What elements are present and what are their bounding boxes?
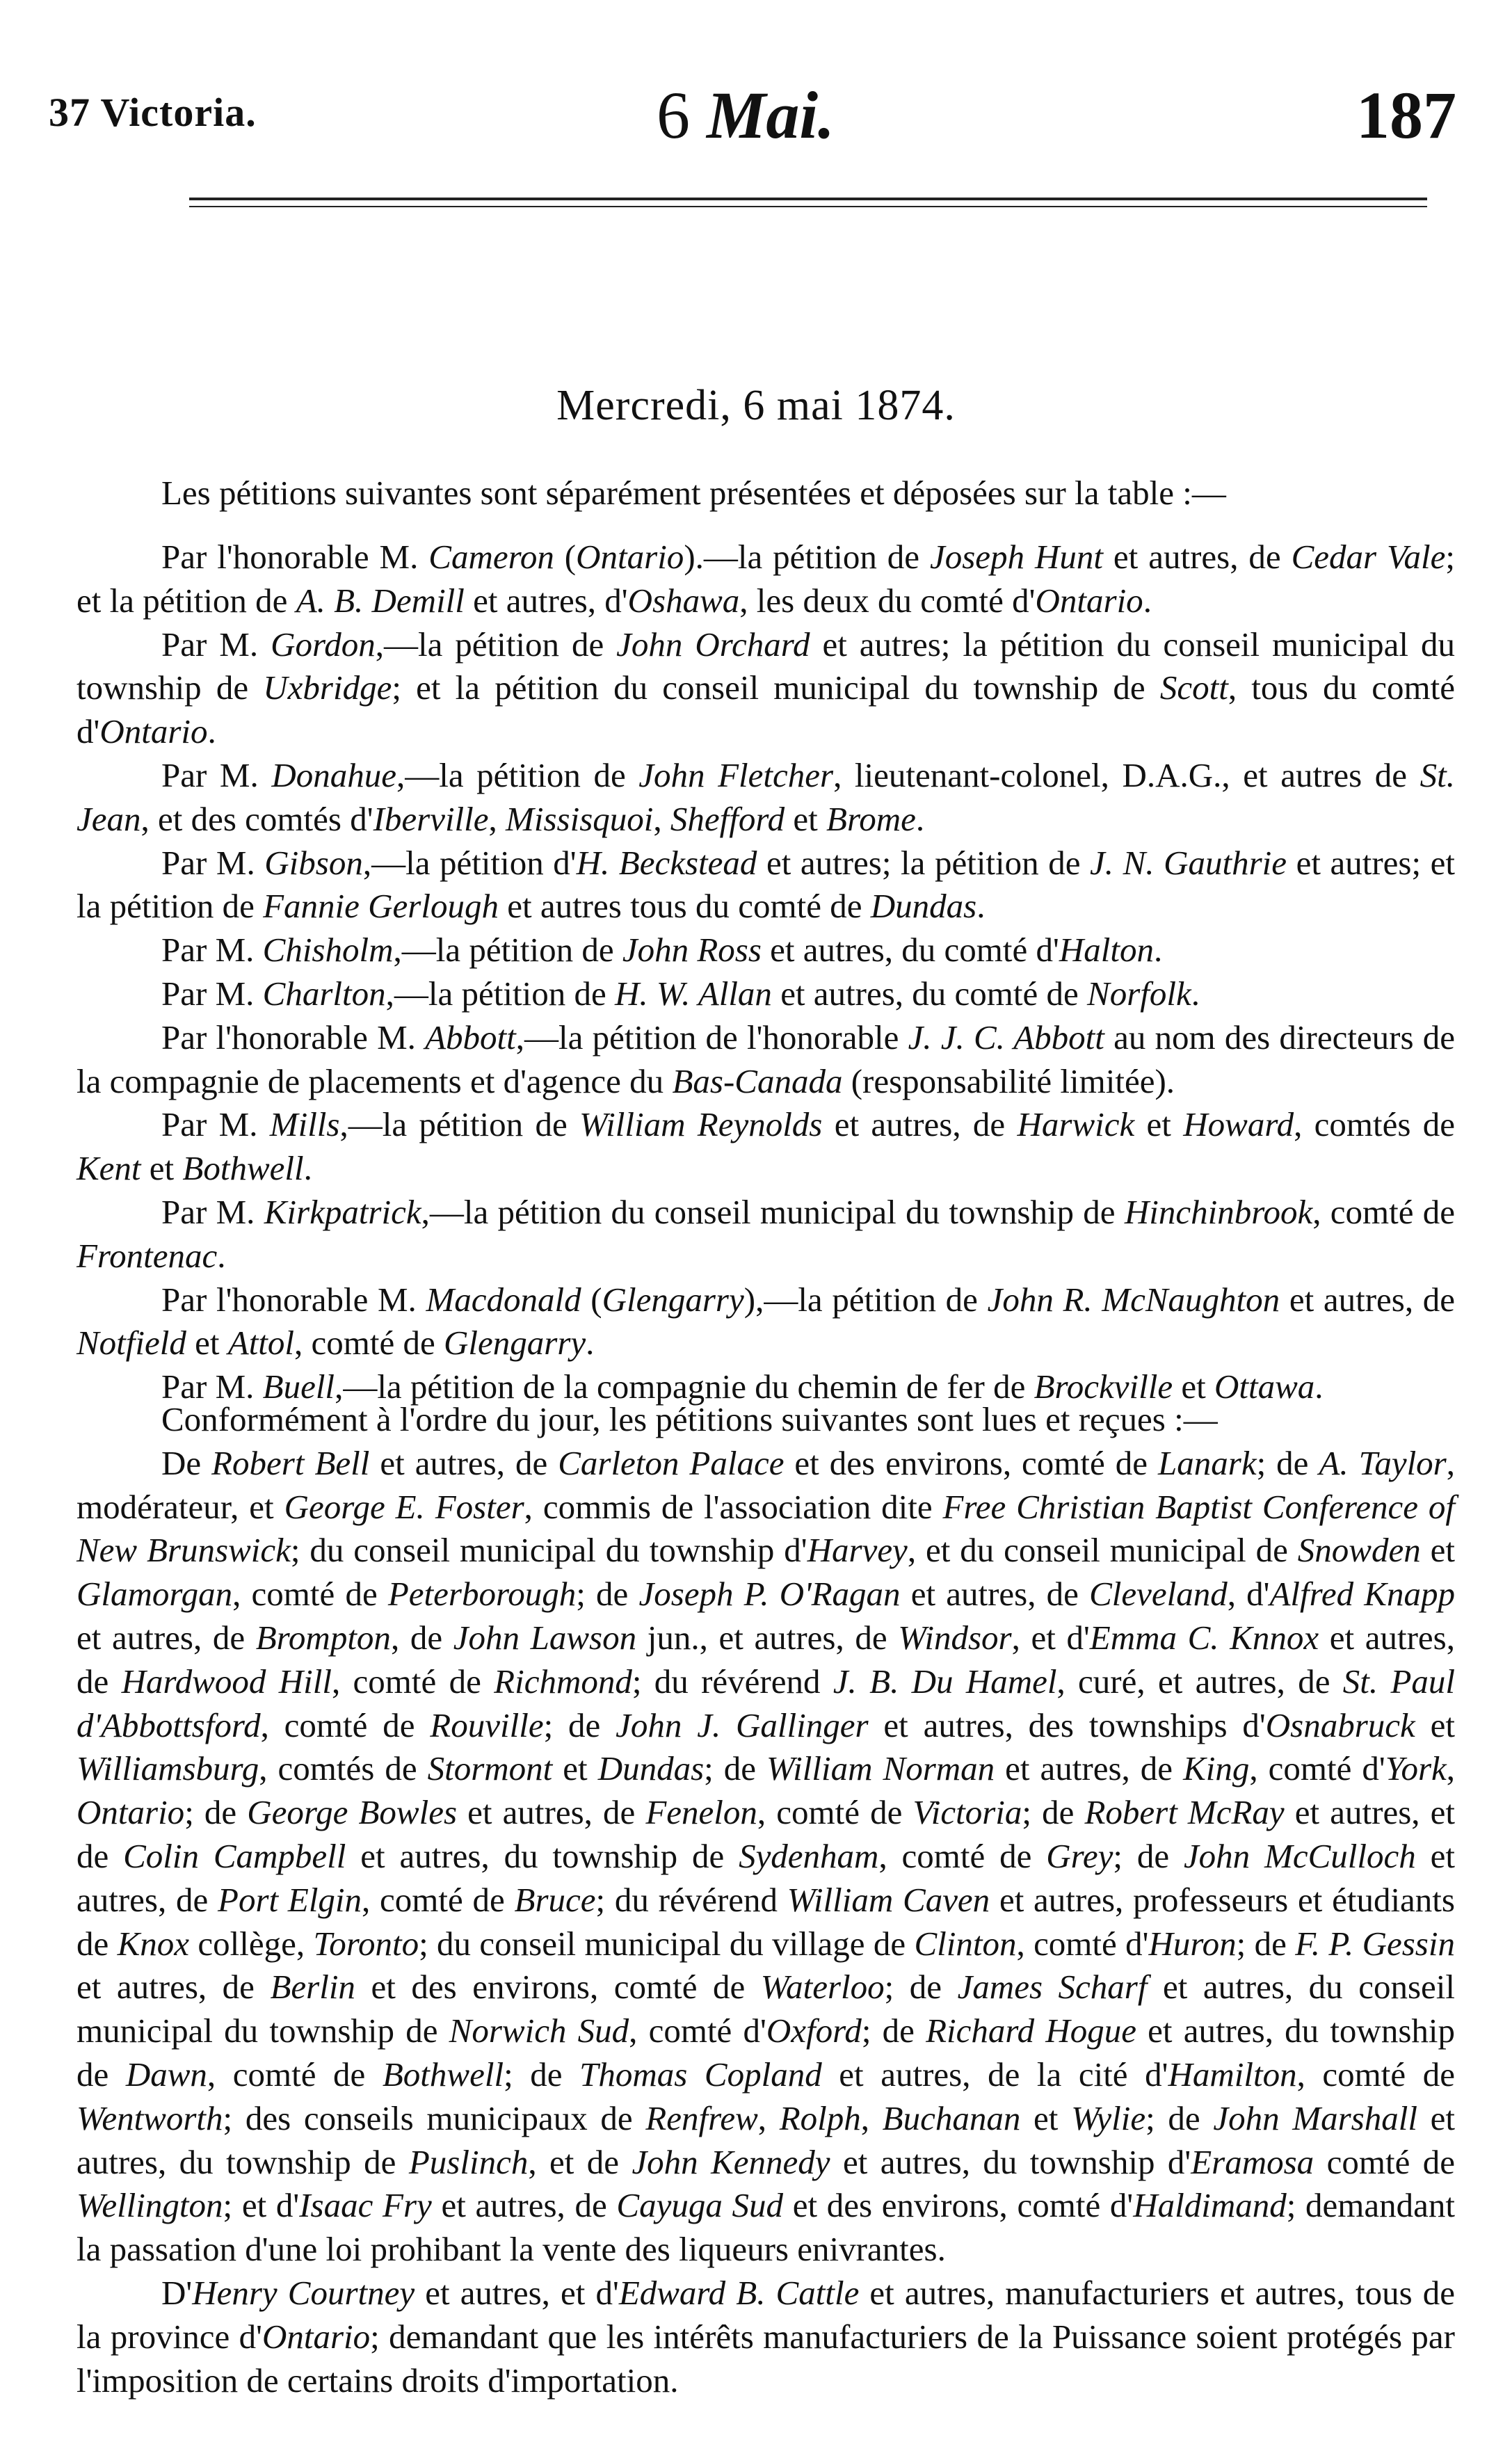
- header-rule-thin: [189, 206, 1427, 207]
- petition-paragraph: Par l'honorable M. Cameron (Ontario).—la pétition de Joseph Hunt et autres, de Cedar Vale; et la pétition de A. B. Demill et autres, d'Oshawa, les deux du comté d'Ontario.: [77, 538, 1455, 620]
- running-header-regnal-year: 37 Victoria.: [49, 90, 257, 135]
- header-rule: [189, 198, 1427, 200]
- petition-paragraph: Par M. Kirkpatrick,—la pétition du conseil municipal du township de Hinchinbrook, comté de Frontenac.: [77, 1192, 1455, 1275]
- petition-paragraph: Par M. Gibson,—la pétition d'H. Beckstead et autres; la pétition de J. N. Gauthrie et autres; et la pétition de Fannie Gerlough et autres tous du comté de Dundas.: [77, 843, 1456, 926]
- petitions-presented-section: [77, 536, 1455, 1409]
- petition-paragraph: Par M. Chisholm,—la pétition de John Ross et autres, du comté d'Halton.: [161, 931, 1163, 970]
- petition-paragraph: Par M. Mills,—la pétition de William Reynolds et autres, de Harwick et Howard, comtés de Kent et Bothwell.: [77, 1105, 1455, 1188]
- manufacturers-petition-paragraph: D'Henry Courtney et autres, et d'Edward B. Cattle et autres, manufacturiers et autres, tous de la province d'Ontario; demandant que les intérêts manufacturiers de la Puissance soient protégés par l'imposition de certains droits d'importation.: [77, 2273, 1455, 2400]
- running-header-date: [657, 77, 835, 154]
- petitions-received-section: [77, 1398, 1455, 2402]
- petition-paragraph: Par l'honorable M. Macdonald (Glengarry),—la pétition de John R. McNaughton et autres, de Notfield et Attol, comté de Glengarry.: [77, 1280, 1455, 1363]
- petitions-intro: Les pétitions suivantes sont séparément présentées et déposées sur la table :—: [161, 474, 1226, 512]
- petition-paragraph: Par M. Charlton,—la pétition de H. W. Allan et autres, du comté de Norfolk.: [161, 974, 1200, 1013]
- petition-paragraph: Par M. Gordon,—la pétition de John Orchard et autres; la pétition du conseil municipal du township de Uxbridge; et la pétition du conseil municipal du township de Scott, tous du comté d'Ontario.: [77, 625, 1455, 751]
- liquor-petitions-paragraph: De Robert Bell et autres, de Carleton Palace et des environs, comté de Lanark; de A. Taylor, modérateur, et George E. Foster, commis de l'association dite Free Christian Baptist Conference of New Brunswick; du conseil municipal du township d'Harvey, et du conseil municipal de Snowden et Glamorgan, comté de Peterborough; de Joseph P. O'Ragan et autres, de Cleveland, d'Alfred Knapp et autres, de Brompton, de John Lawson jun., et autres, de Windsor, et d'Emma C. Knnox et autres, de Hardwood Hill, comté de Richmond; du révérend J. B. Du Hamel, curé, et autres, de St. Paul d'Abbottsford, comté de Rouville; de John J. Gallinger et autres, des townships d'Osnabruck et Williamsburg, comtés de Stormont et Dundas; de William Norman et autres, de King, comté d'York, Ontario; de George Bowles et autres, de Fenelon, comté de Victoria; de Robert McRay et autres, et de Colin Campbell et autres, du township de Sydenham, comté de Grey; de John McCulloch et autres, de Port Elgin, comté de Bruce; du révérend William Caven et autres, professeurs et étudiants de Knox collège, Toronto; du conseil municipal du village de Clinton, comté d'Huron; de F. P. Gessin et autres, de Berlin et des environs, comté de Waterloo; de James Scharf et autres, du conseil municipal du township de Norwich Sud, comté d'Oxford; de Richard Hogue et autres, du township de Dawn, comté de Bothwell; de Thomas Copland et autres, de la cité d'Hamilton, comté de Wentworth; des conseils municipaux de Renfrew, Rolph, Buchanan et Wylie; de John Marshall et autres, du township de Puslinch, et de John Kennedy et autres, du township d'Eramosa comté de Wellington; et d'Isaac Fry et autres, de Cayuga Sud et des environs, comté d'Haldimand; demandant la passation d'une loi prohibant la vente des liqueurs enivrantes.: [77, 1443, 1456, 2269]
- header-day: 6: [657, 78, 690, 152]
- header-month: Mai.: [707, 78, 835, 152]
- sitting-date-heading: Mercredi, 6 mai 1874.: [556, 382, 956, 429]
- order-of-day-paragraph: Conformément à l'ordre du jour, les pétitions suivantes sont lues et reçues :—: [161, 1400, 1218, 1438]
- petition-paragraph: Par M. Buell,—la pétition de la compagnie du chemin de fer de Brockville et Ottawa.: [161, 1367, 1324, 1406]
- petition-paragraph: Par l'honorable M. Abbott,—la pétition de l'honorable J. J. C. Abbott au nom des directeurs de la compagnie de placements et d'agence du Bas-Canada (responsabilité limitée).: [77, 1018, 1456, 1100]
- petition-paragraph: Par M. Donahue,—la pétition de John Fletcher, lieutenant-colonel, D.A.G., et autres de St. Jean, et des comtés d'Iberville, Missisquoi, Shefford et Brome.: [77, 755, 1455, 838]
- page-number: 187: [1356, 78, 1456, 152]
